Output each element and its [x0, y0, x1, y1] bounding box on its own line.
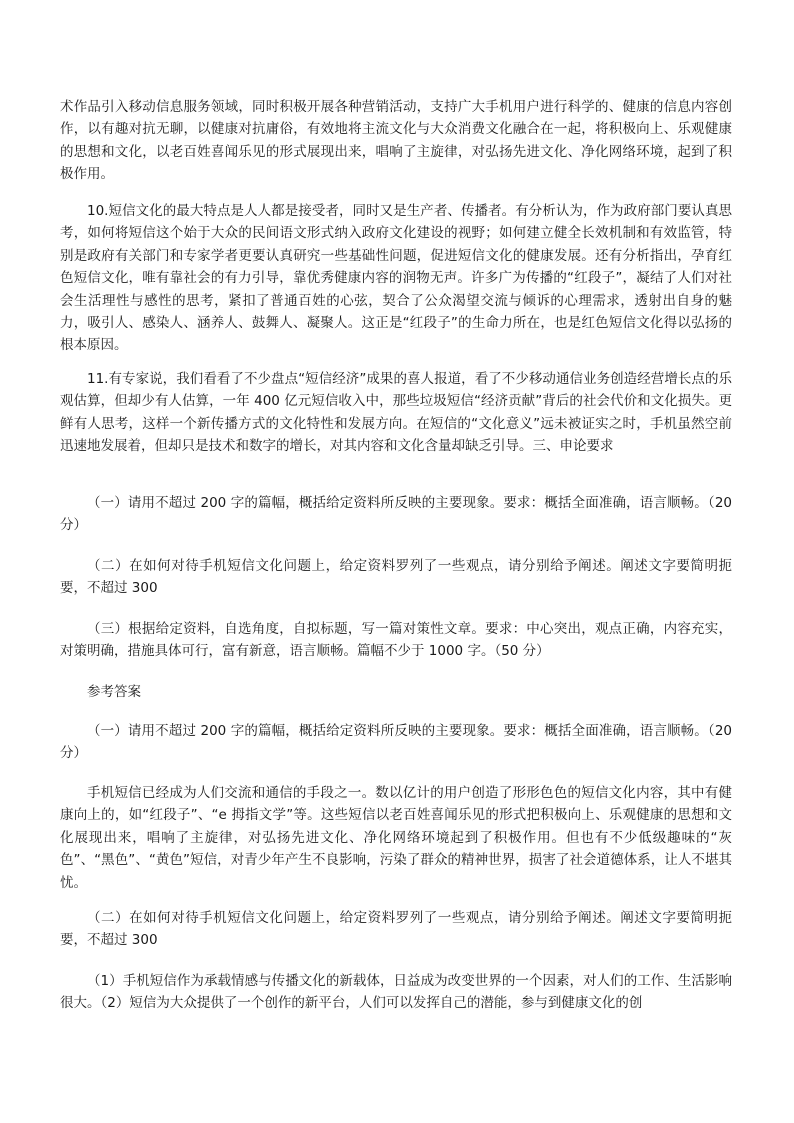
answer-2-body: （1）手机短信作为承载情感与传播文化的新载体，日益成为改变世界的一个因素，对人们的工作、生活影响很大。（2）短信为大众提供了一个创作的新平台，人们可以发挥自己的潜能，参与到健康文化的创	[60, 973, 732, 1012]
requirement-2: （二）在如何对待手机短信文化问题上，给定资料罗列了一些观点，请分别给予阐述。阐述文字要简明扼要，不超过 300	[60, 558, 732, 597]
requirement-3: （三）根据给定资料，自选角度，自拟标题，写一篇对策性文章。要求：中心突出，观点正确，内容充实，对策明确，措施具体可行，富有新意，语言顺畅。篇幅不少于 1000 字。（50 分）	[60, 621, 732, 660]
answer-question-1: （一）请用不超过 200 字的篇幅，概括给定资料所反映的主要现象。要求：概括全面准确，语言顺畅。（20 分）	[60, 723, 732, 762]
paragraph-item-11: 11.有专家说，我们看看了不少盘点“短信经济”成果的喜人报道，看了不少移动通信业务创造经营增长点的乐观估算，但却少有人估算，一年 400 亿元短信收入中，那些垃圾短信“经济贡献”背后的社会代价和文化损失。更鲜有人思考，这样一个新传播方式的文化特性和发展方向。在短信的“文化意义”远未被证实之时，手机虽然空前迅速地发展着，但却只是技术和数字的增长，对其内容和文化含量却缺乏引导。三、申论要求	[60, 371, 732, 455]
paragraph-continuation: 术作品引入移动信息服务领域，同时积极开展各种营销活动，支持广大手机用户进行科学的、健康的信息内容创作，以有趣对抗无聊，以健康对抗庸俗，有效地将主流文化与大众消费文化融合在一起，将积极向上、乐观健康的思想和文化，以老百姓喜闻乐见的形式展现出来，唱响了主旋律，对弘扬先进文化、净化网络环境，起到了积极作用。	[60, 99, 732, 183]
answer-question-2: （二）在如何对待手机短信文化问题上，给定资料罗列了一些观点，请分别给予阐述。阐述文字要简明扼要，不超过 300	[60, 910, 732, 949]
answer-heading: 参考答案	[87, 684, 141, 700]
paragraph-item-10: 10.短信文化的最大特点是人人都是接受者，同时又是生产者、传播者。有分析认为，作为政府部门要认真思考，如何将短信这个始于大众的民间语文形式纳入政府文化建设的视野；如何建立健全长效机制和有效监管，特别是政府有关部门和专家学者更要认真研究一些基础性问题，促进短信文化的健康发展。还有分析指出，孕育红色短信文化，唯有靠社会的有力引导，靠优秀健康内容的润物无声。许多广为传播的“红段子”，凝结了人们对社会生活理性与感性的思考，紧扣了普通百姓的心弦，契合了公众渴望交流与倾诉的心理需求，透射出自身的魅力，吸引人、感染人、涵养人、鼓舞人、凝聚人。这正是“红段子”的生命力所在，也是红色短信文化得以弘扬的根本原因。	[60, 203, 732, 354]
requirement-1: （一）请用不超过 200 字的篇幅，概括给定资料所反映的主要现象。要求：概括全面准确，语言顺畅。（20 分）	[60, 495, 732, 534]
answer-1-body: 手机短信已经成为人们交流和通信的手段之一。数以亿计的用户创造了形形色色的短信文化内容，其中有健康向上的，如“红段子”、“e 拇指文学”等。这些短信以老百姓喜闻乐见的形式把积极向上、乐观健康的思想和文化展现出来，唱响了主旋律，对弘扬先进文化、净化网络环境起到了积极作用。但也有不少低级趣味的“灰色”、“黑色”、“黄色”短信，对青少年产生不良影响，污染了群众的精神世界，损害了社会道德体系，让人不堪其忧。	[60, 785, 732, 891]
